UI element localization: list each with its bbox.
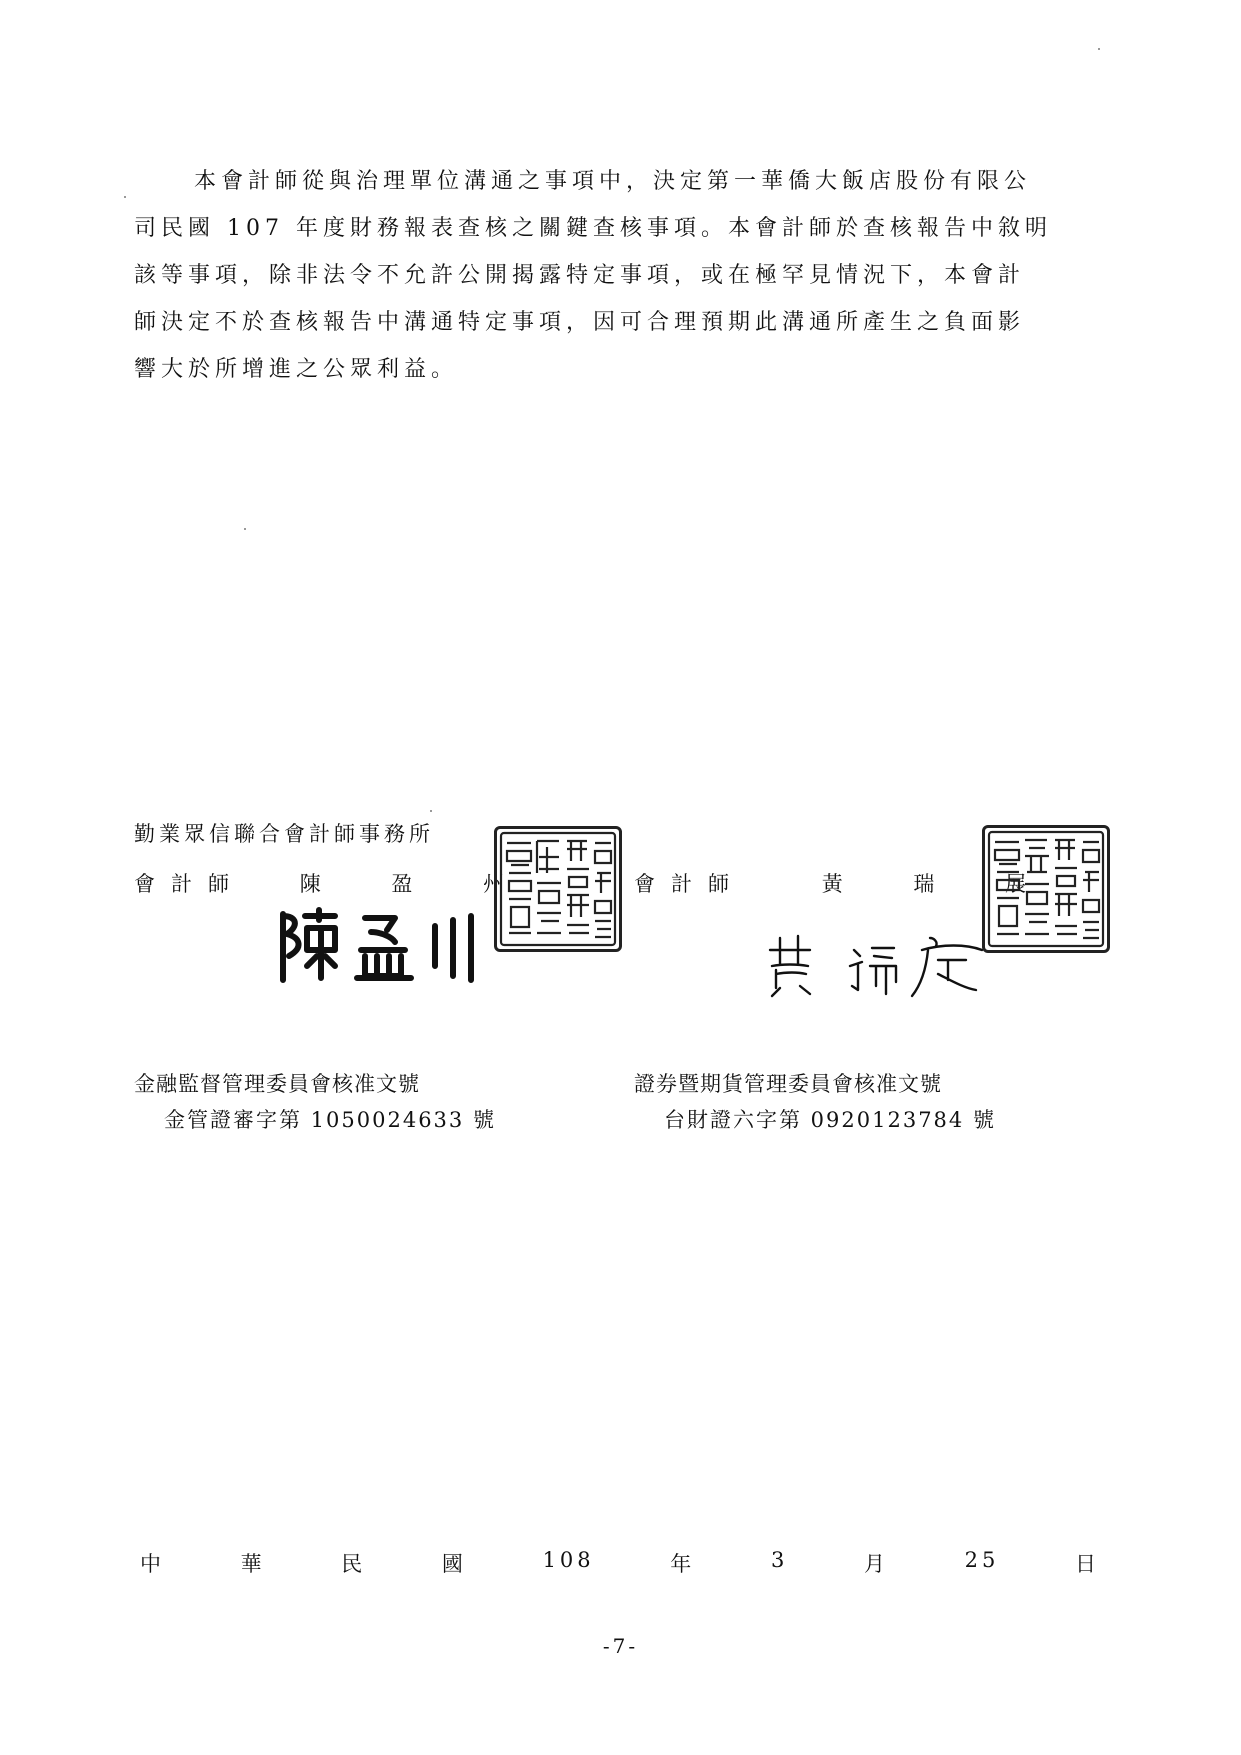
cpa-left-name-char: 盈 [391,872,413,896]
cpa-right-role: 會計師 [634,872,745,896]
cpa-right-signature [762,920,1002,1004]
date-month: 3 [770,1548,789,1572]
cpa-right-name-char: 瑞 [913,872,935,896]
seal-right-glyphs-icon [985,828,1107,950]
seal-left-glyphs-icon [497,829,619,949]
date-part: 中 [140,1552,165,1576]
date-part: 年 [670,1552,696,1576]
scan-speck [1098,48,1100,50]
cpa-left-name-char: 陳 [299,872,321,896]
cpa-left-line [134,868,504,898]
license-right-title: 證券暨期貨管理委員會核准文號 [634,1072,942,1096]
cpa-left-role: 會計師 [134,872,245,896]
date-year: 108 [542,1548,595,1572]
cpa-right-name-char: 黃 [821,872,843,896]
date-part: 華 [240,1552,266,1576]
date-day: 25 [964,1548,1000,1572]
report-date [140,1548,1100,1578]
signature-right-icon [762,920,1002,1000]
scan-speck [124,196,126,198]
signature-left-icon [275,906,495,986]
scan-speck [430,810,432,812]
firm-name: 勤業眾信聯合會計師事務所 [134,822,434,846]
license-left-title: 金融監督管理委員會核准文號 [134,1072,420,1096]
page-number: -7- [602,1634,639,1658]
license-right [634,1066,996,1138]
cpa-left-signature [275,906,495,990]
license-right-number: 台財證六字第 0920123784 號 [664,1108,996,1132]
scan-speck [244,528,246,530]
cpa-right-name-char: 展 [1005,872,1027,896]
paragraph-line-3: 該等事項，除非法令不允許公開揭露特定事項，或在極罕見情況下，本會計 [134,263,1026,288]
cpa-right-line [634,868,1026,898]
cpa-left-name-char: 州 [483,872,505,896]
paragraph-line-4: 師決定不於查核報告中溝通特定事項，因可合理預期此溝通所產生之負面影 [134,310,1026,335]
key-audit-matters-paragraph [134,158,1106,393]
paragraph-line-2: 司民國 107 年度財務報表查核之關鍵查核事項。本會計師於查核報告中敘明 [134,216,1052,241]
date-part: 民 [341,1552,367,1576]
date-part: 國 [441,1552,467,1576]
license-left [134,1066,496,1138]
cpa-left-seal [494,826,622,952]
date-part: 日 [1074,1552,1100,1576]
paragraph-line-5: 響大於所增進之公眾利益。 [134,357,459,382]
license-left-number: 金管證審字第 1050024633 號 [164,1108,496,1132]
date-part: 月 [863,1552,889,1576]
paragraph-line-1: 本會計師從與治理單位溝通之事項中，決定第一華僑大飯店股份有限公 [194,169,1032,194]
